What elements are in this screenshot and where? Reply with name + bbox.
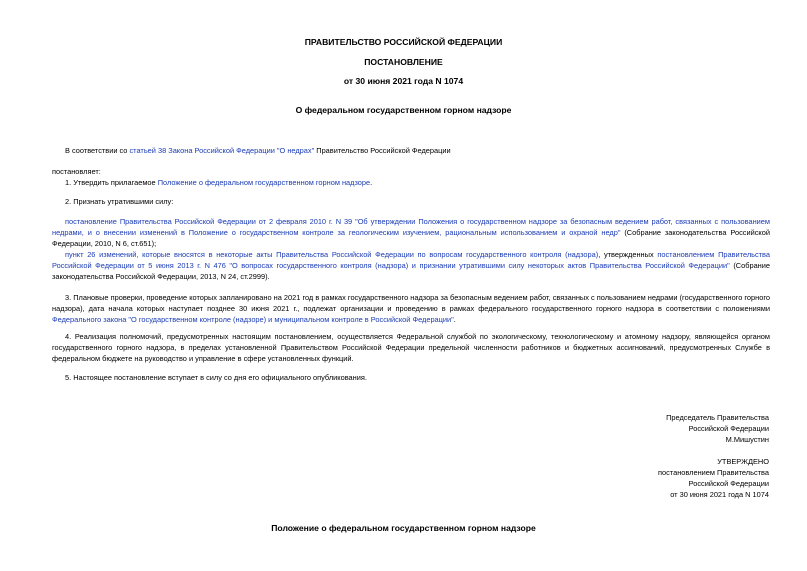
approval-organization: Российской Федерации <box>688 479 769 488</box>
approval-date-number: от 30 июня 2021 года N 1074 <box>670 490 769 499</box>
appendix-title: Положение о федеральном государственном горном надзоре <box>271 523 536 533</box>
government-heading: ПРАВИТЕЛЬСТВО РОССИЙСКОЙ ФЕДЕРАЦИИ <box>304 37 503 47</box>
signature-block <box>666 412 769 445</box>
item-1-paragraph <box>65 177 372 188</box>
signature-name: М.Мишустин <box>725 435 769 444</box>
item-1-text-post: . <box>370 178 373 187</box>
document-title: О федеральном государственном горном надзоре <box>295 105 512 115</box>
item-2b-text-mid: , утвержденных <box>598 250 658 259</box>
resolution-2010-n39-link[interactable]: постановление Правительства Российской Федерации от 2 февраля 2010 г. N 39 "Об утверждении Положения о государственном надзоре за безопасным ведением работ, связанных с пользованием недрами, и о внесении изменений в Положение о государственном контроле за геологическим изучением, рациональным использованием и охраной недр" <box>52 217 770 237</box>
item-4-paragraph: 4. Реализация полномочий, предусмотренных настоящим постановлением, осуществляется Федеральной службой по экологическому, технологическому и атомному надзору, являющейся органом государственного горного надзора, в пределах установленной Правительством Российской Федерации предельной численности работников и бюджетных ассигнований, предусмотренных Службе в федеральном бюджете на руководство и управление в сфере установленных функций. <box>52 332 770 363</box>
date-number-heading: от 30 июня 2021 года N 1074 <box>343 76 464 86</box>
resolution-2013-n476-link[interactable]: постановлением Правительства Российской Федерации от 5 июня 2013 г. N 476 "О вопросах государственного контроля (надзора) и признании утратившими силу некоторых актов Правительства Российской Федерации" <box>52 250 771 270</box>
changes-item-26-link[interactable]: пункт 26 изменений, которые вносятся в некоторые акты Правительства Российской Федерации по вопросам государственного контроля (надзора) <box>65 250 599 259</box>
intro-text-post: Правительство Российской Федерации <box>314 146 451 155</box>
law-on-subsoil-link[interactable]: статьей 38 Закона Российской Федерации "О недрах" <box>129 146 315 155</box>
item-3-text-post: . <box>453 315 456 324</box>
approval-stamp: УТВЕРЖДЕНО <box>717 457 769 466</box>
item-2b-paragraph <box>52 249 770 282</box>
item-2b-text-post: (Собрание законодательства Российской Федерации, 2013, N 24, ст.2999). <box>52 261 770 281</box>
item-2a-paragraph <box>52 216 770 249</box>
signature-position: Председатель Правительства <box>666 413 769 422</box>
item-3-paragraph <box>52 292 770 325</box>
item-2a-text-post: (Собрание законодательства Российской Федерации, 2010, N 6, ст.651); <box>52 228 770 248</box>
item-2-text: 2. Признать утратившими силу: <box>65 197 174 206</box>
approval-block <box>658 456 769 500</box>
resolves-text: постановляет: <box>52 167 101 176</box>
intro-text-pre: В соответствии со <box>65 146 130 155</box>
approval-resolution: постановлением Правительства <box>658 468 769 477</box>
document-type-heading: ПОСТАНОВЛЕНИЕ <box>364 57 443 67</box>
regulation-link[interactable]: Положение о федеральном государственном горном надзоре <box>157 178 371 187</box>
item-5-text: 5. Настоящее постановление вступает в силу со дня его официального опубликования. <box>65 373 367 382</box>
intro-paragraph <box>65 145 451 156</box>
item-3-text-pre: 3. Плановые проверки, проведение которых запланировано на 2021 год в рамках государственного надзора за безопасным ведением работ, связанных с пользованием недрами (государственного горного надзора), дата начала которых наступает позднее 30 июня 2021 г., подлежат организации и проведению в рамках федерального государственного горного надзора в соответствии с положениями <box>52 293 770 313</box>
item-1-text-pre: 1. Утвердить прилагаемое <box>65 178 158 187</box>
federal-law-control-link[interactable]: Федерального закона "О государственном контроле (надзоре) и муниципальном контроле в Российской Федерации" <box>52 315 454 324</box>
signature-organization: Российской Федерации <box>688 424 769 433</box>
